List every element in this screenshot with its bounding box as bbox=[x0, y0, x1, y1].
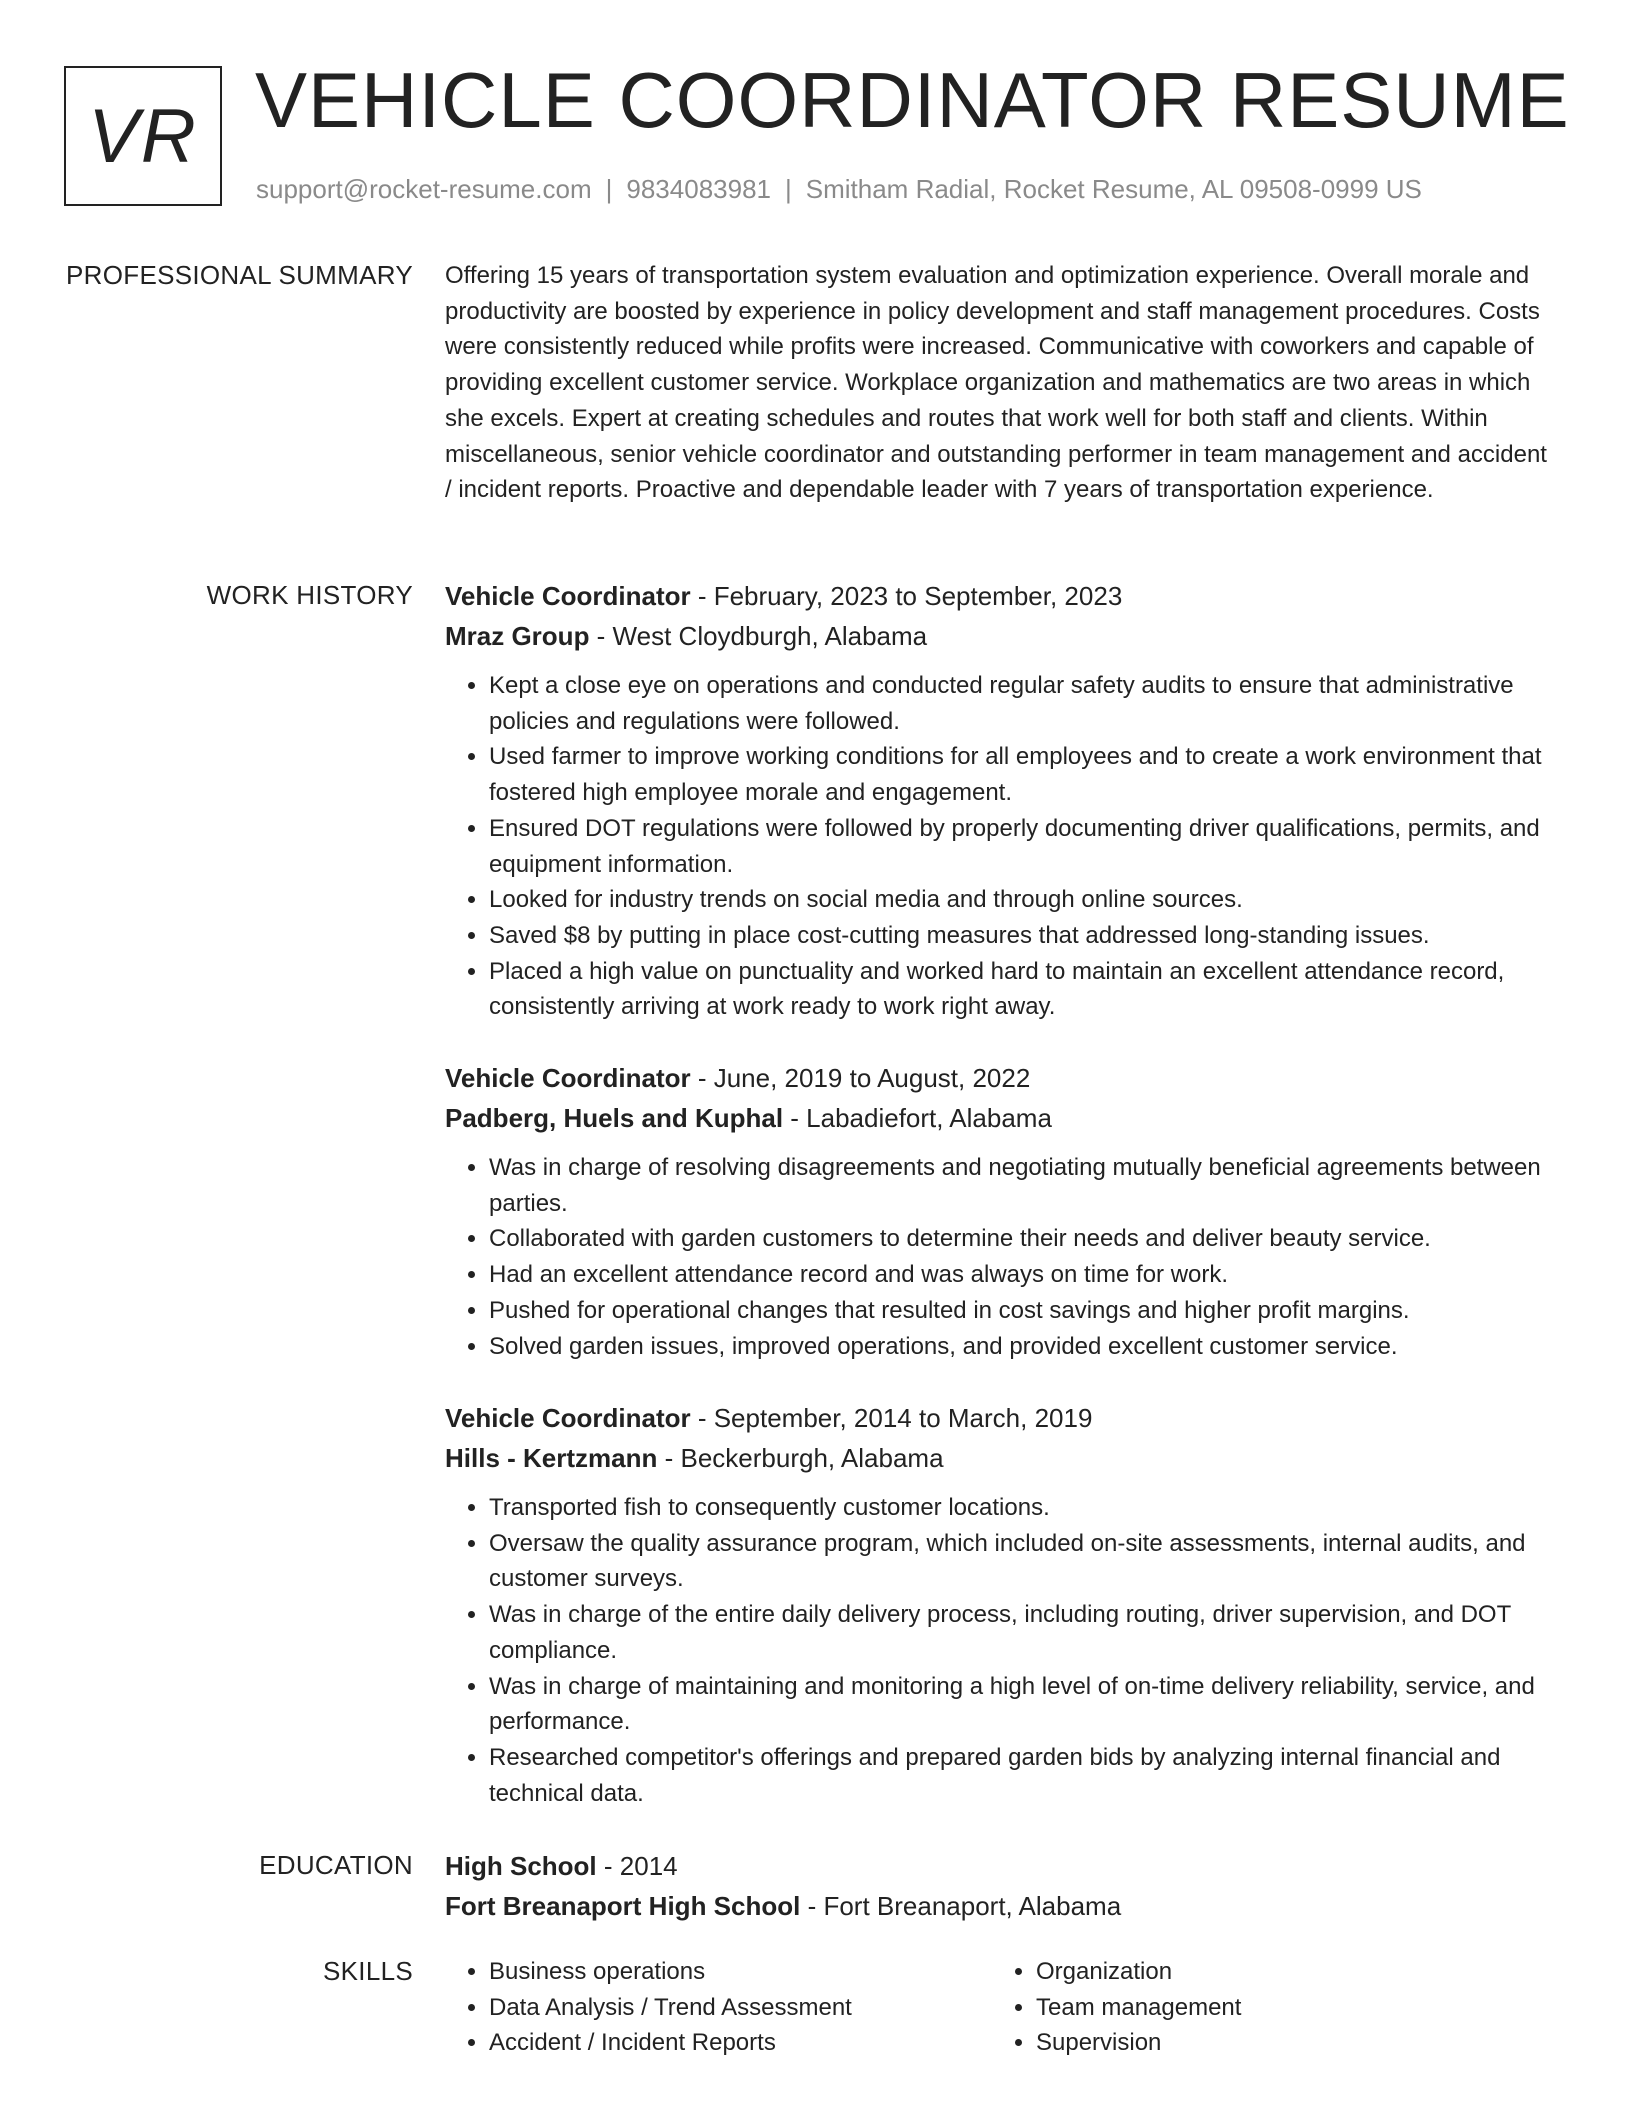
job-company-line bbox=[445, 1098, 1560, 1138]
skill-item: • Business operations bbox=[489, 1954, 992, 1990]
job-bullet: • Was in charge of maintaining and monitoring a high level of on-time delivery reliability, service, and performance. bbox=[489, 1669, 1560, 1740]
resume-title: VEHICLE COORDINATOR RESUME bbox=[255, 56, 1570, 144]
job-location: - Beckerburgh, Alabama bbox=[657, 1443, 944, 1473]
contact-address: Smitham Radial, Rocket Resume, AL 09508-0999 US bbox=[805, 174, 1422, 204]
skills-column-left bbox=[445, 1954, 992, 2061]
summary-heading: PROFESSIONAL SUMMARY bbox=[66, 260, 413, 290]
job-bullet: • Saved $8 by putting in place cost-cutting measures that addressed long-standing issues. bbox=[489, 918, 1560, 954]
education-body bbox=[445, 1846, 1560, 1926]
skill-item: • Team management bbox=[1036, 1990, 1539, 2026]
job-title-line bbox=[445, 576, 1560, 616]
education-school-line bbox=[445, 1886, 1560, 1926]
job-bullet: • Researched competitor's offerings and prepared garden bids by analyzing internal financial and technical data. bbox=[489, 1740, 1560, 1811]
job-company-line bbox=[445, 616, 1560, 656]
job-bullet: • Pushed for operational changes that resulted in cost savings and higher profit margins. bbox=[489, 1293, 1560, 1329]
job-location: - Labadiefort, Alabama bbox=[783, 1103, 1052, 1133]
education-heading: EDUCATION bbox=[259, 1850, 413, 1880]
work-history-heading: WORK HISTORY bbox=[206, 580, 413, 610]
job-entry bbox=[445, 576, 1560, 1025]
skill-item: • Supervision bbox=[1036, 2025, 1539, 2061]
job-bullet: • Was in charge of resolving disagreements and negotiating mutually beneficial agreements between parties. bbox=[489, 1150, 1560, 1221]
job-company: Mraz Group bbox=[445, 621, 590, 651]
job-company: Padberg, Huels and Kuphal bbox=[445, 1103, 784, 1133]
job-bullet: • Oversaw the quality assurance program, which included on-site assessments, internal audits, and customer surveys. bbox=[489, 1526, 1560, 1597]
monogram-initials: VR bbox=[88, 93, 198, 179]
skills-grid bbox=[445, 1954, 1560, 2061]
education-school: Fort Breanaport High School bbox=[445, 1891, 801, 1921]
job-dates: - June, 2019 to August, 2022 bbox=[690, 1063, 1031, 1093]
contact-phone[interactable]: 9834083981 bbox=[626, 174, 771, 204]
contact-separator: | bbox=[605, 174, 613, 204]
skills-column-right bbox=[992, 1954, 1539, 2061]
job-bullets bbox=[445, 668, 1560, 1025]
summary-body bbox=[445, 258, 1560, 508]
education-degree: High School bbox=[445, 1851, 597, 1881]
contact-line bbox=[256, 174, 1422, 205]
job-bullet: • Solved garden issues, improved operations, and provided excellent customer service. bbox=[489, 1329, 1560, 1365]
job-bullet: • Used farmer to improve working conditions for all employees and to create a work environment that fostered high employee morale and engagement. bbox=[489, 739, 1560, 810]
job-bullet: • Looked for industry trends on social media and through online sources. bbox=[489, 882, 1560, 918]
skills-body bbox=[445, 1954, 1560, 2061]
skill-item: • Accident / Incident Reports bbox=[489, 2025, 992, 2061]
monogram-logo bbox=[64, 66, 222, 206]
job-entry bbox=[445, 1058, 1560, 1364]
education-year: - 2014 bbox=[596, 1851, 678, 1881]
job-bullet: • Transported fish to consequently customer locations. bbox=[489, 1490, 1560, 1526]
education-degree-line bbox=[445, 1846, 1560, 1886]
job-dates: - February, 2023 to September, 2023 bbox=[690, 581, 1123, 611]
job-bullet: • Had an excellent attendance record and was always on time for work. bbox=[489, 1257, 1560, 1293]
job-company: Hills - Kertzmann bbox=[445, 1443, 658, 1473]
job-title: Vehicle Coordinator bbox=[445, 1063, 691, 1093]
job-company-line bbox=[445, 1438, 1560, 1478]
job-title: Vehicle Coordinator bbox=[445, 1403, 691, 1433]
job-bullets bbox=[445, 1490, 1560, 1811]
job-bullet: • Kept a close eye on operations and conducted regular safety audits to ensure that administrative policies and regulations were followed. bbox=[489, 668, 1560, 739]
education-location: - Fort Breanaport, Alabama bbox=[800, 1891, 1122, 1921]
contact-separator: | bbox=[785, 174, 792, 204]
skill-item: • Organization bbox=[1036, 1954, 1539, 1990]
job-title-line bbox=[445, 1058, 1560, 1098]
job-dates: - September, 2014 to March, 2019 bbox=[690, 1403, 1093, 1433]
job-title-line bbox=[445, 1398, 1560, 1438]
job-entry bbox=[445, 1398, 1560, 1811]
job-bullet: • Ensured DOT regulations were followed by properly documenting driver qualifications, permits, and equipment information. bbox=[489, 811, 1560, 882]
job-bullets bbox=[445, 1150, 1560, 1364]
job-title: Vehicle Coordinator bbox=[445, 581, 691, 611]
contact-email[interactable]: support@rocket-resume.com bbox=[256, 174, 592, 204]
skill-item: • Data Analysis / Trend Assessment bbox=[489, 1990, 992, 2026]
skills-heading: SKILLS bbox=[323, 1956, 413, 1986]
summary-text: Offering 15 years of transportation system evaluation and optimization experience. Overall morale and productivity are boosted by experience in policy development and staff management procedures. Costs were consistently reduced while profits were increased. Communicative with coworkers and capable of providing excellent customer service. Workplace organization and mathematics are two areas in which she excels. Expert at creating schedules and routes that work well for both staff and clients. Within miscellaneous, senior vehicle coordinator and outstanding performer in team management and accident / incident reports. Proactive and dependable leader with 7 years of transportation experience. bbox=[445, 262, 1547, 504]
job-bullet: • Collaborated with garden customers to determine their needs and deliver beauty service. bbox=[489, 1221, 1560, 1257]
job-bullet: • Placed a high value on punctuality and worked hard to maintain an excellent attendance record, consistently arriving at work ready to work right away. bbox=[489, 954, 1560, 1025]
job-bullet: • Was in charge of the entire daily delivery process, including routing, driver supervision, and DOT compliance. bbox=[489, 1597, 1560, 1668]
job-location: - West Cloydburgh, Alabama bbox=[589, 621, 928, 651]
